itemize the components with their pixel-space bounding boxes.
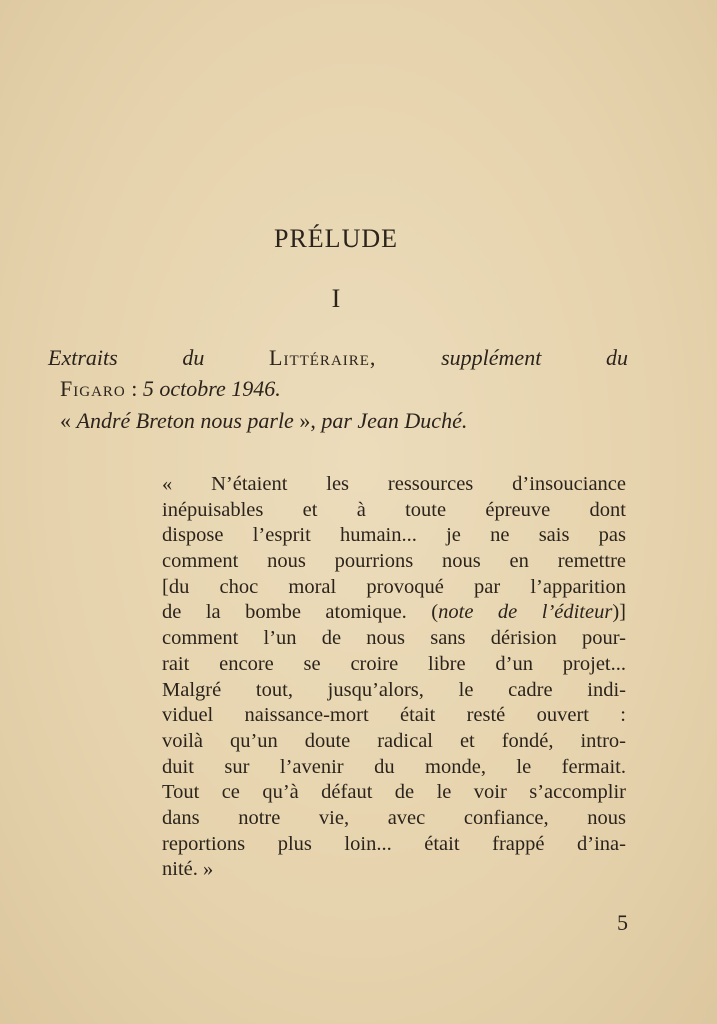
source-article-title: André Breton nous parle bbox=[76, 408, 294, 433]
source-word-supplement: supplément bbox=[441, 345, 542, 370]
section-number: I bbox=[331, 284, 341, 313]
quote-line-last: nité. » bbox=[162, 858, 214, 881]
quote-line: rait encore se croire libre d’un projet... bbox=[162, 652, 626, 675]
quote-line: comment l’un de nous sans dérision pour- bbox=[162, 627, 626, 650]
source-line-3 bbox=[60, 408, 640, 434]
quote-line-6-prefix: de la bombe atomique. ( bbox=[162, 601, 439, 624]
source-author: par Jean Duché. bbox=[321, 408, 468, 433]
source-quote-open: « bbox=[60, 408, 77, 433]
source-word-extraits: Extraits bbox=[48, 345, 118, 370]
source-word-du-2: du bbox=[605, 345, 628, 370]
quote-line: voilà qu’un doute radical et fondé, intro- bbox=[162, 729, 626, 752]
quote-line: Tout ce qu’à défaut de le voir s’accomplir bbox=[162, 781, 626, 804]
page-number: 5 bbox=[617, 910, 628, 935]
quote-line: comment nous pourrions nous en remettre bbox=[162, 550, 626, 573]
source-quote-close: », bbox=[293, 408, 322, 433]
source-publication-litteraire: Littéraire, bbox=[269, 345, 377, 370]
source-word-du: du bbox=[182, 345, 205, 370]
quote-line: Malgré tout, jusqu’alors, le cadre indi- bbox=[162, 678, 626, 701]
quote-line: « N’étaient les ressources d’insouciance bbox=[162, 473, 626, 495]
source-date: 5 octobre 1946. bbox=[142, 376, 281, 401]
quote-line: reportions plus loin... était frappé d’ina- bbox=[162, 832, 626, 855]
page-title: PRÉLUDE bbox=[274, 224, 398, 253]
quote-line: viduel naissance-mort était resté ouvert : bbox=[162, 704, 626, 727]
quote-line: [du choc moral provoqué par l’apparition bbox=[162, 575, 626, 598]
editor-note: note de l’éditeur bbox=[438, 601, 613, 624]
quote-block bbox=[162, 472, 626, 883]
quote-line-editor-note bbox=[162, 600, 626, 626]
quote-line: duit sur l’avenir du monde, le fermait. bbox=[162, 755, 626, 778]
quote-line: dispose l’esprit humain... je ne sais pas bbox=[162, 524, 626, 547]
source-publication-figaro: Figaro bbox=[60, 376, 126, 401]
source-line-2 bbox=[60, 376, 640, 402]
source-separator: : bbox=[125, 376, 143, 401]
quote-line: dans notre vie, avec confiance, nous bbox=[162, 806, 626, 829]
quote-line-6-suffix: )] bbox=[612, 601, 626, 624]
quote-line: inépuisables et à toute épreuve dont bbox=[162, 498, 626, 521]
source-line-1 bbox=[48, 345, 628, 371]
